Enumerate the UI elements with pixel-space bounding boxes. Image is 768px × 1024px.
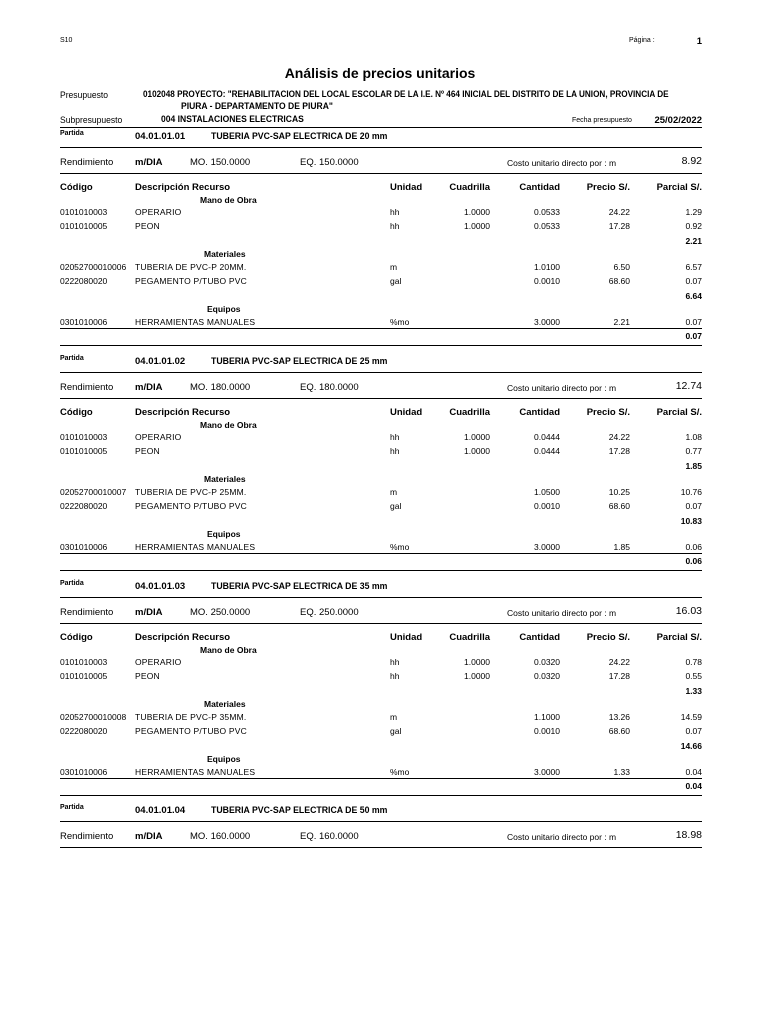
equipos-divider [60,778,702,779]
resource-description: HERRAMIENTAS MANUALES [135,767,256,777]
group-mano-obra: Mano de Obra [200,645,257,655]
resource-unit: hh [390,432,400,442]
costo-unitario-label: Costo unitario directo por : m [507,383,617,393]
resource-precio: 2.21 [613,317,630,327]
rendimiento-unit: m/DIA [135,382,163,393]
equipos-divider [60,328,702,329]
presupuesto-value-line2: PIURA - DEPARTAMENTO DE PIURA" [181,101,333,112]
partida-name: TUBERIA PVC-SAP ELECTRICA DE 25 mm [211,356,388,367]
rendimiento-divider [60,847,702,848]
resource-parcial: 6.57 [685,262,702,272]
subpresupuesto-value: 004 INSTALACIONES ELECTRICAS [161,114,304,125]
partida-name: TUBERIA PVC-SAP ELECTRICA DE 50 mm [211,805,388,816]
group-materiales: Materiales [204,699,246,709]
resource-code: 02052700010007 [60,487,127,497]
partida-end-divider [60,345,702,346]
resource-description: HERRAMIENTAS MANUALES [135,317,256,327]
rendimiento-unit: m/DIA [135,607,163,618]
costo-unitario-value: 16.03 [675,605,702,617]
resource-description: PEON [135,221,160,231]
resource-cantidad: 0.0533 [534,221,560,231]
group-mano-obra: Mano de Obra [200,195,257,205]
resource-unit: m [390,262,398,272]
fecha-presupuesto-label: Fecha presupuesto [572,117,632,124]
group-total-materiales: 14.66 [680,741,702,751]
resource-code: 0301010006 [60,542,108,552]
resource-code: 0301010006 [60,317,108,327]
resource-unit: hh [390,657,400,667]
resource-code: 0101010005 [60,221,108,231]
resource-description: PEON [135,446,160,456]
col-header-codigo: Código [60,407,93,418]
col-header-cuadrilla: Cuadrilla [449,182,490,193]
resource-precio: 24.22 [608,432,630,442]
col-header-parcial: Parcial S/. [656,632,702,643]
resource-parcial: 0.06 [685,542,702,552]
rendimiento-label: Rendimiento [60,607,114,618]
col-header-parcial: Parcial S/. [656,182,702,193]
col-header-unidad: Unidad [390,407,423,418]
group-total-equipos: 0.04 [685,781,702,791]
resource-code: 02052700010006 [60,262,127,272]
resource-code: 0222080020 [60,276,108,286]
partida-end-divider [60,570,702,571]
resource-precio: 68.60 [608,501,630,511]
resource-cantidad: 0.0010 [534,276,560,286]
header-divider [60,127,702,128]
resource-parcial: 0.55 [685,671,702,681]
fecha-presupuesto-value: 25/02/2022 [654,115,702,126]
group-total-mano-obra: 1.33 [685,686,702,696]
resource-precio: 17.28 [608,446,630,456]
subpresupuesto-label: Subpresupuesto [60,115,123,126]
resource-unit: hh [390,446,400,456]
costo-unitario-value: 8.92 [681,155,702,167]
resource-precio: 68.60 [608,276,630,286]
partida-code: 04.01.01.01 [135,131,186,142]
rendimiento-divider [60,173,702,174]
col-header-cantidad: Cantidad [519,407,560,418]
resource-cuadrilla: 1.0000 [464,657,490,667]
costo-unitario-label: Costo unitario directo por : m [507,832,617,842]
rendimiento-eq: EQ. 150.0000 [300,157,359,168]
rendimiento-mo: MO. 160.0000 [190,831,251,842]
group-materiales: Materiales [204,474,246,484]
col-header-unidad: Unidad [390,182,423,193]
resource-description: TUBERIA DE PVC-P 25MM. [135,487,247,497]
col-header-precio: Precio S/. [586,182,630,193]
resource-unit: %mo [390,317,410,327]
group-total-materiales: 10.83 [680,516,702,526]
col-header-descripcion: Descripción Recurso [135,182,231,193]
col-header-unidad: Unidad [390,632,423,643]
col-header-cuadrilla: Cuadrilla [449,407,490,418]
page-title: Análisis de precios unitarios [284,65,476,81]
rendimiento-mo: MO. 250.0000 [190,607,251,618]
costo-unitario-label: Costo unitario directo por : m [507,608,617,618]
resource-cuadrilla: 1.0000 [464,207,490,217]
resource-unit: m [390,487,398,497]
resource-cantidad: 0.0010 [534,726,560,736]
resource-precio: 17.28 [608,221,630,231]
costo-unitario-value: 18.98 [675,829,702,841]
resource-cantidad: 0.0010 [534,501,560,511]
resource-cantidad: 3.0000 [534,767,560,777]
resource-parcial: 1.29 [685,207,702,217]
rendimiento-eq: EQ. 180.0000 [300,382,359,393]
col-header-codigo: Código [60,182,93,193]
col-header-descripcion: Descripción Recurso [135,407,231,418]
col-header-codigo: Código [60,632,93,643]
partida-name: TUBERIA PVC-SAP ELECTRICA DE 20 mm [211,131,388,142]
partida-code: 04.01.01.02 [135,356,186,367]
resource-cantidad: 3.0000 [534,542,560,552]
report-code: S10 [60,37,73,44]
resource-description: TUBERIA DE PVC-P 20MM. [135,262,247,272]
resource-code: 0101010003 [60,207,108,217]
resource-code: 0101010005 [60,671,108,681]
partida-divider [60,821,702,822]
resource-description: PEON [135,671,160,681]
resource-parcial: 0.07 [685,501,702,511]
rendimiento-label: Rendimiento [60,831,114,842]
group-materiales: Materiales [204,249,246,259]
group-mano-obra: Mano de Obra [200,420,257,430]
rendimiento-mo: MO. 180.0000 [190,382,251,393]
group-total-equipos: 0.06 [685,556,702,566]
group-equipos: Equipos [207,304,241,314]
rendimiento-mo: MO. 150.0000 [190,157,251,168]
resource-precio: 68.60 [608,726,630,736]
resource-code: 0101010005 [60,446,108,456]
group-equipos: Equipos [207,754,241,764]
resource-parcial: 0.92 [685,221,702,231]
partida-divider [60,372,702,373]
resource-cantidad: 0.0320 [534,671,560,681]
resource-unit: %mo [390,542,410,552]
resource-description: TUBERIA DE PVC-P 35MM. [135,712,247,722]
resource-unit: hh [390,221,400,231]
resource-unit: m [390,712,398,722]
group-total-mano-obra: 1.85 [685,461,702,471]
resource-parcial: 0.78 [685,657,702,667]
rendimiento-eq: EQ. 160.0000 [300,831,359,842]
resource-precio: 13.26 [608,712,630,722]
page-number: 1 [696,36,702,47]
group-total-materiales: 6.64 [685,291,702,301]
group-equipos: Equipos [207,529,241,539]
resource-precio: 1.85 [613,542,630,552]
resource-precio: 1.33 [613,767,630,777]
resource-precio: 24.22 [608,207,630,217]
resource-cantidad: 1.1000 [534,712,560,722]
resource-description: PEGAMENTO P/TUBO PVC [135,501,248,511]
rendimiento-divider [60,623,702,624]
resource-cantidad: 0.0320 [534,657,560,667]
resource-precio: 17.28 [608,671,630,681]
resource-unit: gal [390,726,402,736]
costo-unitario-value: 12.74 [675,380,702,392]
presupuesto-value: 0102048 PROYECTO: "REHABILITACION DEL LOCAL ESCOLAR DE LA I.E. Nº 464 INICIAL DEL DISTRITO DE LA UNION, PROVINCIA DE [143,89,669,100]
partida-divider [60,597,702,598]
resource-cantidad: 0.0444 [534,432,560,442]
rendimiento-label: Rendimiento [60,157,114,168]
resource-unit: gal [390,276,402,286]
resource-description: PEGAMENTO P/TUBO PVC [135,726,248,736]
resource-precio: 24.22 [608,657,630,667]
resource-parcial: 14.59 [680,712,702,722]
col-header-cuadrilla: Cuadrilla [449,632,490,643]
resource-code: 0222080020 [60,726,108,736]
partida-code: 04.01.01.03 [135,581,186,592]
col-header-descripcion: Descripción Recurso [135,632,231,643]
resource-code: 0101010003 [60,432,108,442]
resource-cuadrilla: 1.0000 [464,432,490,442]
col-header-precio: Precio S/. [586,632,630,643]
col-header-parcial: Parcial S/. [656,407,702,418]
partida-label: Partida [60,355,84,362]
resource-code: 0101010003 [60,657,108,667]
col-header-cantidad: Cantidad [519,182,560,193]
partida-code: 04.01.01.04 [135,805,186,816]
resource-parcial: 10.76 [680,487,702,497]
resource-parcial: 0.77 [685,446,702,456]
resource-parcial: 0.07 [685,276,702,286]
resource-description: PEGAMENTO P/TUBO PVC [135,276,248,286]
group-total-equipos: 0.07 [685,331,702,341]
resource-precio: 6.50 [613,262,630,272]
partida-label: Partida [60,580,84,587]
resource-description: OPERARIO [135,207,182,217]
resource-code: 0301010006 [60,767,108,777]
resource-description: OPERARIO [135,432,182,442]
resource-description: OPERARIO [135,657,182,667]
resource-unit: hh [390,671,400,681]
rendimiento-label: Rendimiento [60,382,114,393]
partida-label: Partida [60,804,84,811]
resource-unit: gal [390,501,402,511]
resource-parcial: 0.07 [685,726,702,736]
col-header-precio: Precio S/. [586,407,630,418]
partida-end-divider [60,795,702,796]
resource-cantidad: 1.0500 [534,487,560,497]
resource-cantidad: 0.0533 [534,207,560,217]
resource-code: 0222080020 [60,501,108,511]
resource-cuadrilla: 1.0000 [464,671,490,681]
resource-cuadrilla: 1.0000 [464,446,490,456]
group-total-mano-obra: 2.21 [685,236,702,246]
page-label: Página : [629,37,655,44]
partida-label: Partida [60,130,84,137]
equipos-divider [60,553,702,554]
resource-unit: %mo [390,767,410,777]
presupuesto-label: Presupuesto [60,90,109,101]
rendimiento-divider [60,398,702,399]
rendimiento-unit: m/DIA [135,157,163,168]
resource-parcial: 0.07 [685,317,702,327]
resource-cantidad: 1.0100 [534,262,560,272]
resource-cantidad: 0.0444 [534,446,560,456]
partida-divider [60,147,702,148]
partida-name: TUBERIA PVC-SAP ELECTRICA DE 35 mm [211,581,388,592]
resource-parcial: 0.04 [685,767,702,777]
resource-precio: 10.25 [608,487,630,497]
resource-unit: hh [390,207,400,217]
resource-cantidad: 3.0000 [534,317,560,327]
resource-parcial: 1.08 [685,432,702,442]
rendimiento-eq: EQ. 250.0000 [300,607,359,618]
resource-description: HERRAMIENTAS MANUALES [135,542,256,552]
col-header-cantidad: Cantidad [519,632,560,643]
resource-code: 02052700010008 [60,712,127,722]
rendimiento-unit: m/DIA [135,831,163,842]
costo-unitario-label: Costo unitario directo por : m [507,158,617,168]
resource-cuadrilla: 1.0000 [464,221,490,231]
